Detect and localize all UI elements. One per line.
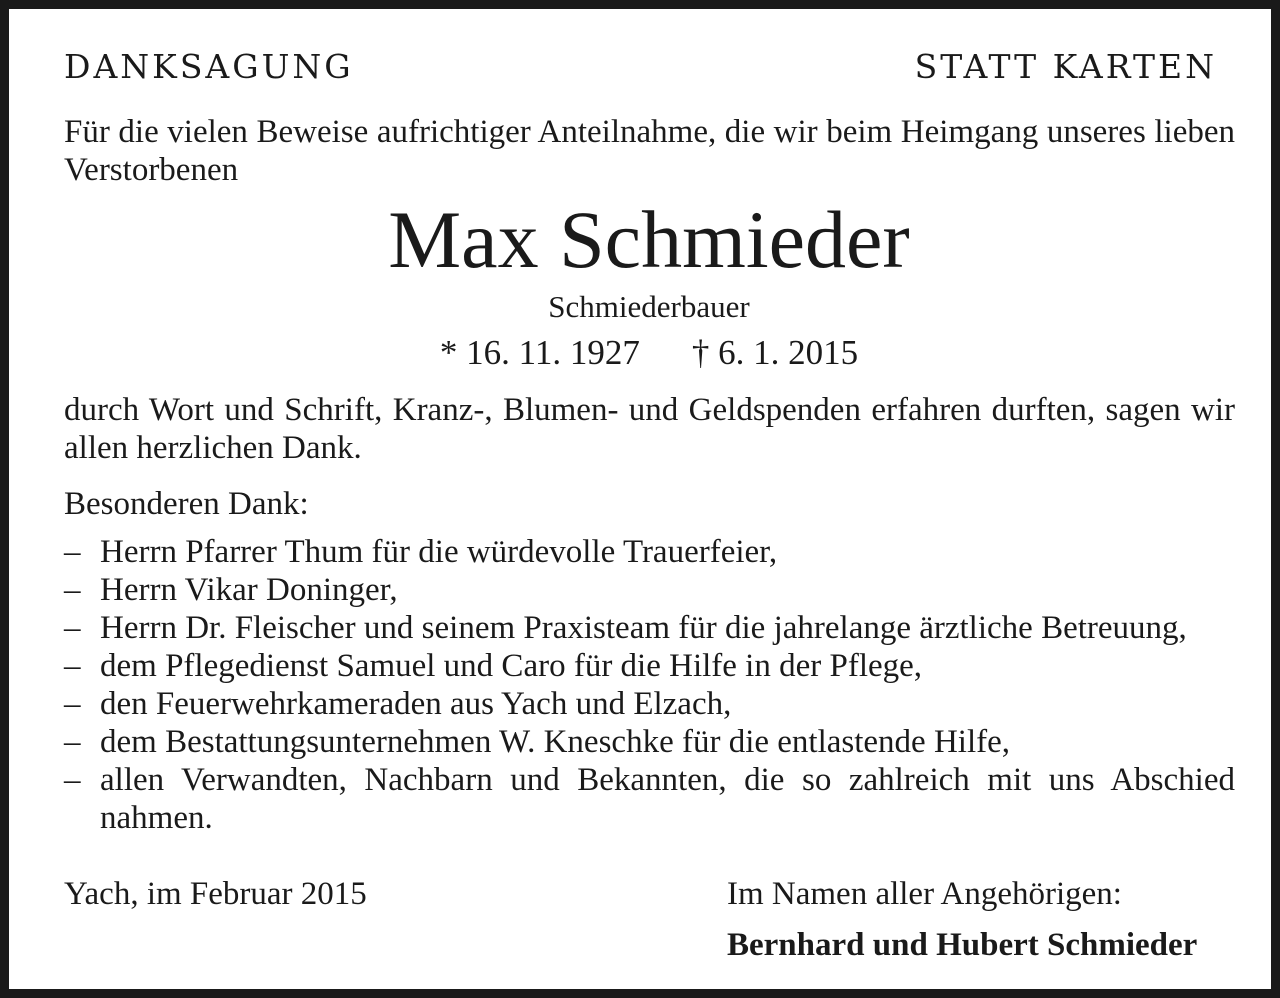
list-item	[64, 685, 1235, 723]
deceased-subtitle: Schmiederbauer	[548, 289, 750, 324]
life-dates	[9, 333, 1280, 373]
special-thanks-heading: Besonderen Dank:	[64, 486, 309, 522]
list-item-text: allen Verwandten, Nachbarn und Bekannten, die so zahlreich mit uns Abschied nahmen.	[100, 762, 1235, 836]
notice-subheading: STATT KARTEN	[914, 47, 1217, 86]
list-item	[64, 609, 1235, 647]
list-item-text: Herrn Pfarrer Thum für die würdevolle Trauerfeier,	[100, 534, 778, 570]
dash-bullet: –	[64, 686, 81, 722]
list-item-text: dem Pflegedienst Samuel und Caro für die Hilfe in der Pflege,	[100, 648, 923, 684]
list-item-text: Herrn Dr. Fleischer und seinem Praxisteam für die jahrelange ärztliche Betreuung,	[100, 610, 1187, 646]
list-item	[64, 533, 1235, 571]
dash-bullet: –	[64, 648, 81, 684]
on-behalf-line: Im Namen aller Angehörigen:	[727, 876, 1122, 912]
list-item	[64, 761, 1235, 837]
list-item	[64, 647, 1235, 685]
notice-type-heading: DANKSAGUNG	[64, 47, 354, 86]
closing-paragraph: durch Wort und Schrift, Kranz-, Blumen- und Geldspenden erfahren durften, sagen wir allen herzlichen Dank.	[64, 392, 1235, 466]
death-date: † 6. 1. 2015	[691, 333, 859, 372]
special-thanks-list	[64, 533, 1235, 837]
birth-date: * 16. 11. 1927	[439, 333, 640, 372]
dash-bullet: –	[64, 610, 81, 646]
list-item	[64, 723, 1235, 761]
intro-paragraph: Für die vielen Beweise aufrichtiger Anteilnahme, die wir beim Heimgang unseres lieben Verstorbenen	[64, 114, 1235, 188]
dash-bullet: –	[64, 724, 81, 760]
deceased-name: Max Schmieder	[388, 194, 910, 285]
signers: Bernhard und Hubert Schmieder	[727, 927, 1198, 963]
place-and-date: Yach, im Februar 2015	[64, 876, 367, 912]
list-item-text: den Feuerwehrkameraden aus Yach und Elzach,	[100, 686, 732, 722]
list-item-text: Herrn Vikar Doninger,	[100, 572, 398, 608]
dash-bullet: –	[64, 534, 81, 570]
dash-bullet: –	[64, 572, 81, 608]
dash-bullet: –	[64, 762, 81, 798]
list-item-text: dem Bestattungsunternehmen W. Kneschke für die entlastende Hilfe,	[100, 724, 1010, 760]
list-item	[64, 571, 1235, 609]
